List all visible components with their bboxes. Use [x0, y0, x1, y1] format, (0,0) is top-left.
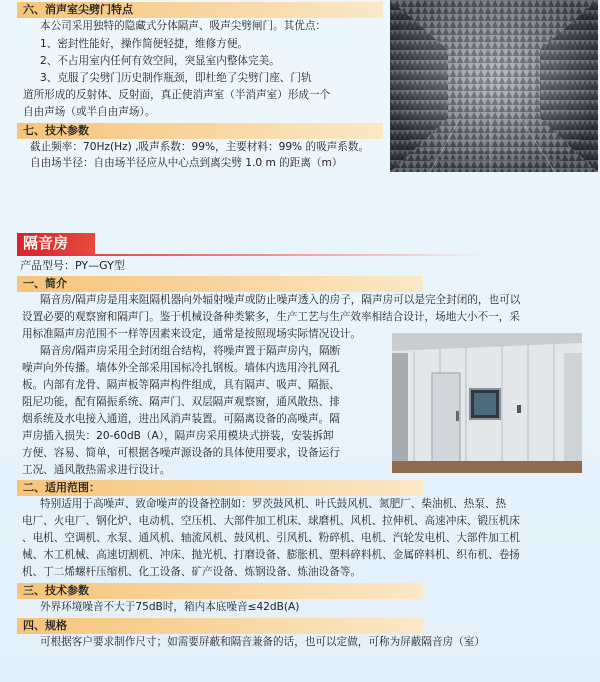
scope-line-1: 特别适用于高噪声、致命噪声的设备控制如：罗茨鼓风机、叶氏鼓风机、氮肥厂、柴油机、热泵、热	[40, 498, 507, 510]
intro-line-9: 声房插入损失：20-60dB（A），隔声房采用模块式拼装，安装拆卸	[22, 430, 334, 442]
sec7-line-1: 截止频率：70Hz(Hz) ,吸声系数：99%，主要材料：99% 的吸声系数。	[30, 141, 370, 153]
spec-line: 可根据客户要求制作尺寸；如需要屏蔽和隔音兼备的话，也可以定做，可称为屏蔽隔音房（室）	[40, 636, 485, 648]
scope-line-5: 机、丁二烯螺杆压缩机、化工设备、矿产设备、炼钢设备、炼油设备等。	[22, 566, 361, 578]
title-underline	[17, 254, 487, 256]
intro-line-2: 设置必要的观察窗和隔声门。鉴于机械设备种类繁多，生产工艺与生产效率相结合设计，场地大小不一，采	[22, 311, 520, 323]
intro-line-6: 板。内部有龙骨、隔声板等隔声构件组成，具有隔声、吸声、隔振、	[22, 379, 340, 391]
product-title: 隔音房	[17, 233, 95, 254]
intro-line-8: 烟系统及水电接入通道，进出风消声装置。可隔离设备的高噪声。隔	[22, 413, 340, 425]
intro-heading: 一、简介	[17, 276, 423, 292]
section-7-heading: 七、技术参数	[17, 123, 383, 139]
anechoic-chamber-photo	[390, 0, 598, 172]
params-heading: 三、技术参数	[17, 583, 423, 599]
product-model: 产品型号：PY—GY型	[20, 259, 125, 272]
sec6-line-1: 本公司采用独特的隐藏式分体隔声、吸声尖劈闸门。其优点：	[40, 20, 327, 32]
sec6-line-2: 1、密封性能好，操作简便轻捷，维修方便。	[40, 38, 249, 50]
params-line: 外界环境噪音不大于75dB时，箱内本底噪音≤42dB(A)	[40, 601, 300, 613]
intro-line-5: 噪声向外传播。墙体外全部采用国标冷扎钢板。墙体内选用冷扎网孔	[22, 362, 340, 374]
scope-line-4: 械、木工机械、高速切割机、冲床、抛光机、打磨设备、膨胀机、塑料碎料机、金属碎料机、织布机、卷扬	[22, 549, 520, 561]
sec6-line-4: 3、克服了尖劈门历史制作瓶颈，即杜绝了尖劈门座、门轨	[40, 72, 312, 84]
intro-line-4: 隔音房/隔声房采用全封闭组合结构，将噪声置于隔声房内，隔断	[40, 345, 341, 357]
intro-line-10: 方便、容易、简单，可根据各噪声源设备的具体使用要求，设备运行	[22, 447, 340, 459]
intro-line-3: 用标准隔声房范围不一样等因素来设定，通常是按照现场实际情况设计。	[22, 328, 361, 340]
scope-line-3: 、电机、空调机、水泵、通风机、轴流风机、鼓风机、引风机、粉碎机、电机、汽轮发电机、大部件加工机	[22, 532, 520, 544]
sec6-line-5: 道所形成的反射体、反射面，真正使消声室（半消声室）形成一个	[23, 89, 331, 101]
spec-heading: 四、规格	[17, 618, 423, 634]
sec7-line-2: 自由场半径：自由场半径应从中心点到离尖劈 1.0 m 的距离（m）	[30, 157, 343, 169]
intro-line-11: 工况、通风散热需求进行设计。	[22, 464, 171, 476]
intro-line-7: 阻尼功能，配有隔振系统、隔声门、双层隔声观察窗，通风散热、排	[22, 396, 340, 408]
intro-line-1: 隔音房/隔声房是用来阻隔机器向外辐射噪声或防止噪声透入的房子，隔声房可以是完全封闭的，也可以	[40, 294, 521, 306]
sec6-line-6: 自由声场（或半自由声场）。	[23, 106, 156, 118]
scope-heading: 二、适用范围：	[17, 480, 423, 496]
section-6-heading: 六、消声室尖劈门特点	[17, 2, 383, 18]
scope-line-2: 电厂、火电厂、钢化炉、电动机、空压机、大部件加工机床、球磨机、风机、拉伸机、高速冲床、锻压机床	[22, 515, 520, 527]
sec6-line-3: 2、不占用室内任何有效空间，突显室内整体完美。	[40, 55, 280, 67]
soundproof-room-photo	[392, 333, 582, 473]
